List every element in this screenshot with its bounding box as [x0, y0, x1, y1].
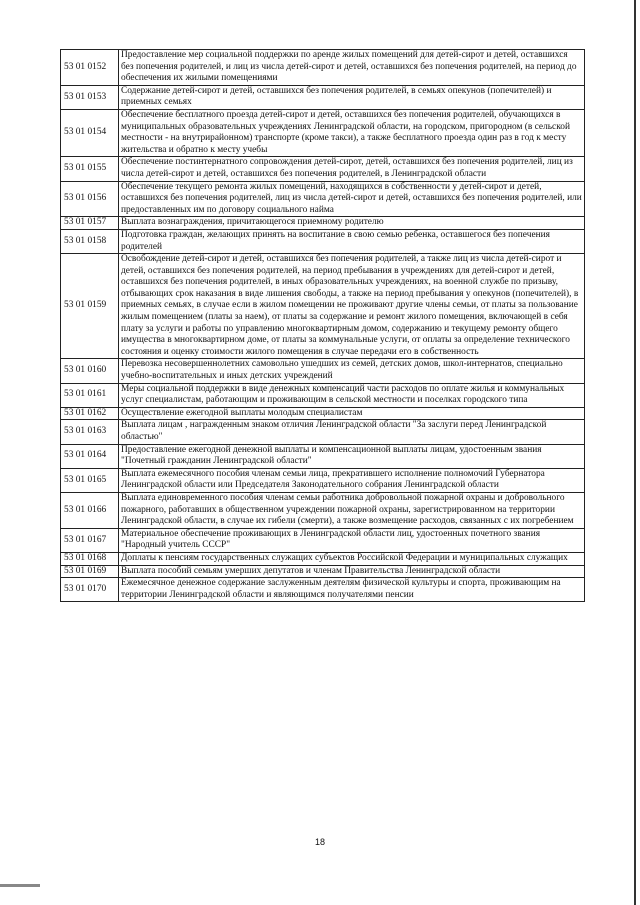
table-body	[61, 50, 585, 602]
row-description: Осуществление ежегодной выплаты молодым специалистам	[119, 407, 585, 420]
row-code: 53 01 0153	[61, 85, 119, 109]
row-description: Перевозка несовершеннолетних самовольно ушедших из семей, детских домов, школ-интернатов, специально учебно-воспитательных и иных детских учреждений	[119, 359, 585, 383]
scan-smudge	[0, 884, 40, 887]
row-code: 53 01 0161	[61, 383, 119, 407]
row-description: Обеспечение бесплатного проезда детей-сирот и детей, оставшихся без попечения родителей, обучающихся в муниципальных образовательных учреждениях Ленинградской области, на городском, пригородном (в сельской местности - на внутрирайонном) транспорте (кроме такси), а также бесплатного проезда один раз в год к месту жительства и обратно к месту учебы	[119, 109, 585, 156]
row-code: 53 01 0170	[61, 578, 119, 602]
table-row	[61, 85, 585, 109]
table-row	[61, 492, 585, 528]
row-description: Выплата лицам , награжденным знаком отличия Ленинградской области "За заслуги перед Ленинградской областью"	[119, 420, 585, 444]
row-code: 53 01 0162	[61, 407, 119, 420]
table-row	[61, 468, 585, 492]
row-code: 53 01 0167	[61, 528, 119, 552]
table-row	[61, 444, 585, 468]
table-row	[61, 578, 585, 602]
row-code: 53 01 0168	[61, 552, 119, 565]
row-code: 53 01 0159	[61, 254, 119, 359]
row-description: Материальное обеспечение проживающих в Ленинградской области лиц, удостоенных почетного звания "Народный учитель СССР"	[119, 528, 585, 552]
row-description: Выплата вознаграждения, причитающегося приемному родителю	[119, 217, 585, 230]
table-row	[61, 407, 585, 420]
row-description: Освобождение детей-сирот и детей, оставшихся без попечения родителей, а также лиц из числа детей-сирот и детей, оставшихся без попечения родителей, на период пребывания в учреждениях для детей-сирот и детей, оставшихся без попечения родителей, в иных образовательных учреждениях, на военной службе по призыву, отбывающих срок наказания в виде лишения свободы, а также на период пребывания у опекунов (попечителей), в приемных семьях, в случае если в жилом помещении не проживают другие члены семьи, от платы за пользование жилым помещением (платы за наем), от платы за содержание и ремонт жилого помещения, включающей в себя плату за услуги и работы по управлению многоквартирным домом, содержанию и текущему ремонту общего имущества в многоквартирном доме, от платы за коммунальные услуги, от оплаты за определение технического состояния и оценку стоимости жилого помещения в случае передачи его в собственность	[119, 254, 585, 359]
row-description: Содержание детей-сирот и детей, оставшихся без попечения родителей, в семьях опекунов (попечителей) и приемных семьях	[119, 85, 585, 109]
row-description: Обеспечение текущего ремонта жилых помещений, находящихся в собственности у детей-сирот и детей, оставшихся без попечения родителей, лиц из числа детей-сирот и детей, оставшихся без попечения родителей, или предоставленных им по договору социального найма	[119, 181, 585, 217]
row-description: Предоставление ежегодной денежной выплаты и компенсационной выплаты лицам, удостоенным звания "Почетный гражданин Ленинградской области"	[119, 444, 585, 468]
table-row	[61, 359, 585, 383]
table-row	[61, 383, 585, 407]
table-row	[61, 552, 585, 565]
row-code: 53 01 0165	[61, 468, 119, 492]
table-row	[61, 181, 585, 217]
row-description: Выплата ежемесячного пособия членам семьи лица, прекратившего исполнение полномочий Губернатора Ленинградской области или Председателя Законодательного собрания Ленинградской области	[119, 468, 585, 492]
row-description: Доплаты к пенсиям государственных служащих субъектов Российской Федерации и муниципальных служащих	[119, 552, 585, 565]
row-code: 53 01 0166	[61, 492, 119, 528]
table-row	[61, 157, 585, 181]
budget-code-table	[60, 49, 585, 602]
table-row	[61, 528, 585, 552]
row-code: 53 01 0154	[61, 109, 119, 156]
table-row	[61, 217, 585, 230]
table-row	[61, 50, 585, 86]
table-row	[61, 109, 585, 156]
table-row	[61, 565, 585, 578]
row-code: 53 01 0163	[61, 420, 119, 444]
row-description: Меры социальной поддержки в виде денежных компенсаций части расходов по оплате жилья и коммунальных услуг специалистам, работающим и проживающим в сельской местности и поселках городского типа	[119, 383, 585, 407]
row-code: 53 01 0164	[61, 444, 119, 468]
table-row	[61, 420, 585, 444]
row-code: 53 01 0155	[61, 157, 119, 181]
row-description: Выплата единовременного пособия членам семьи работника добровольной пожарной охраны и добровольного пожарного, работавших в общественном учреждении пожарной охраны, зарегистрированном на территории Ленинградской области, в случае их гибели (смерти), а также возмещение расходов, связанных с их погребением	[119, 492, 585, 528]
row-description: Предоставление мер социальной поддержки по аренде жилых помещений для детей-сирот и детей, оставшихся без попечения родителей, и лиц из числа детей-сирот и детей, оставшихся без попечения родителей, на период до обеспечения их жилыми помещениями	[119, 50, 585, 86]
row-code: 53 01 0169	[61, 565, 119, 578]
row-description: Обеспечение постинтернатного сопровождения детей-сирот, детей, оставшихся без попечения родителей, лиц из числа детей-сирот и детей, оставшихся без попечения родителей, в Ленинградской области	[119, 157, 585, 181]
table-row	[61, 229, 585, 253]
scan-edge-line	[634, 0, 636, 905]
row-code: 53 01 0160	[61, 359, 119, 383]
table-row	[61, 254, 585, 359]
row-code: 53 01 0152	[61, 50, 119, 86]
row-code: 53 01 0157	[61, 217, 119, 230]
row-description: Подготовка граждан, желающих принять на воспитание в свою семью ребенка, оставшегося без попечения родителей	[119, 229, 585, 253]
row-code: 53 01 0156	[61, 181, 119, 217]
page-number: 18	[314, 837, 325, 847]
row-code: 53 01 0158	[61, 229, 119, 253]
row-description: Выплата пособий семьям умерших депутатов и членам Правительства Ленинградской области	[119, 565, 585, 578]
row-description: Ежемесячное денежное содержание заслуженным деятелям физической культуры и спорта, проживающим на территории Ленинградской области и являющимся получателями пенсии	[119, 578, 585, 602]
